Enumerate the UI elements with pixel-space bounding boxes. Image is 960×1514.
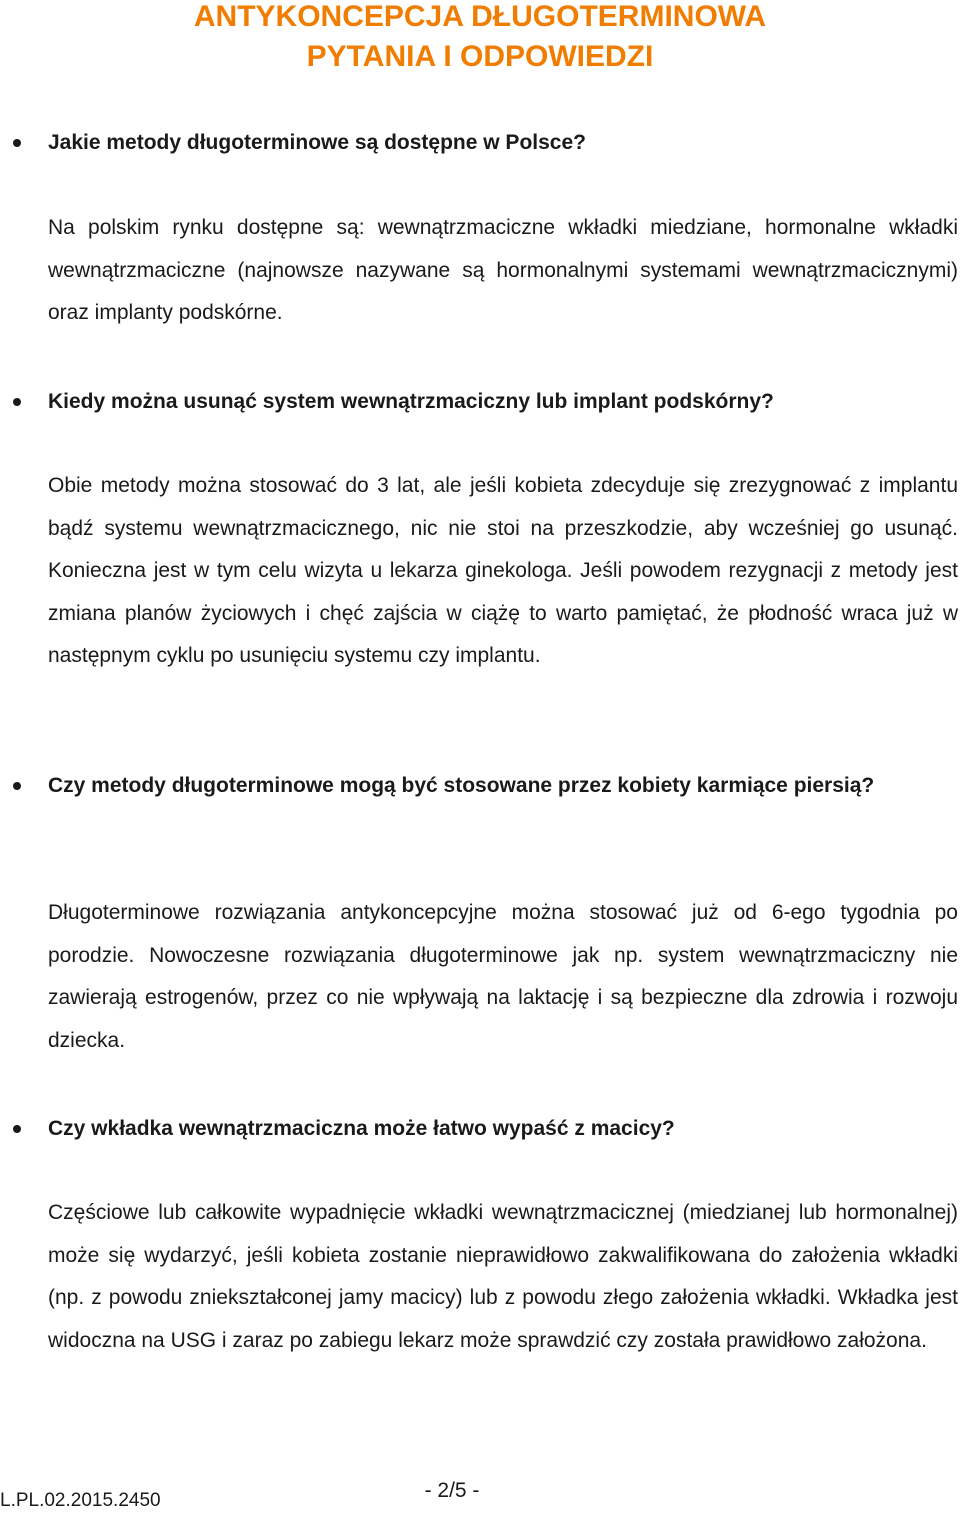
bullet-icon (13, 398, 21, 406)
faq-question-3: Czy metody długoterminowe mogą być stosowane przez kobiety karmiące piersią? (48, 774, 875, 797)
bullet-icon (13, 139, 21, 147)
faq-question-4: Czy wkładka wewnątrzmaciczna może łatwo wypaść z macicy? (48, 1117, 675, 1140)
document-code: L.PL.02.2015.2450 (0, 1490, 161, 1511)
page-number: - 2/5 - (424, 1479, 480, 1502)
bullet-icon (13, 782, 21, 790)
faq-answer-3: Długoterminowe rozwiązania antykoncepcyjne można stosować już od 6-ego tygodnia po porodzie. Nowoczesne rozwiązania długoterminowe jak np. system wewnątrzmaciczny nie zawierają estrogenów, przez co nie wpływają na laktację i są bezpieczne dla zdrowia i rozwoju dziecka. (48, 901, 958, 1052)
document-title-line-1: ANTYKONCEPCJA DŁUGOTERMINOWA (193, 0, 767, 33)
document-title-line-2: PYTANIA I ODPOWIEDZI (306, 40, 654, 73)
faq-question-2: Kiedy można usunąć system wewnątrzmaciczny lub implant podskórny? (48, 390, 774, 413)
faq-answer-1: Na polskim rynku dostępne są: wewnątrzmaciczne wkładki miedziane, hormonalne wkładki wewnątrzmaciczne (najnowsze nazywane są hormonalnymi systemami wewnątrzmacicznymi) oraz implanty podskórne. (48, 216, 958, 324)
bullet-icon (13, 1125, 21, 1133)
faq-answer-2: Obie metody można stosować do 3 lat, ale jeśli kobieta zdecyduje się zrezygnować z implantu bądź systemu wewnątrzmacicznego, nic nie stoi na przeszkodzie, aby wcześniej go usunąć. Konieczna jest w tym celu wizyta u lekarza ginekologa. Jeśli powodem rezygnacji z metody jest zmiana planów życiowych i chęć zajścia w ciążę to warto pamiętać, że płodność wraca już w następnym cyklu po usunięciu systemu czy implantu. (48, 474, 958, 667)
faq-answer-4: Częściowe lub całkowite wypadnięcie wkładki wewnątrzmacicznej (miedzianej lub hormonalnej) może się wydarzyć, jeśli kobieta zostanie nieprawidłowo zakwalifikowana do założenia wkładki (np. z powodu zniekształconej jamy macicy) lub z powodu złego założenia wkładki. Wkładka jest widoczna na USG i zaraz po zabiegu lekarz może sprawdzić czy została prawidłowo założona. (48, 1201, 958, 1352)
faq-question-1: Jakie metody długoterminowe są dostępne w Polsce? (48, 131, 586, 154)
